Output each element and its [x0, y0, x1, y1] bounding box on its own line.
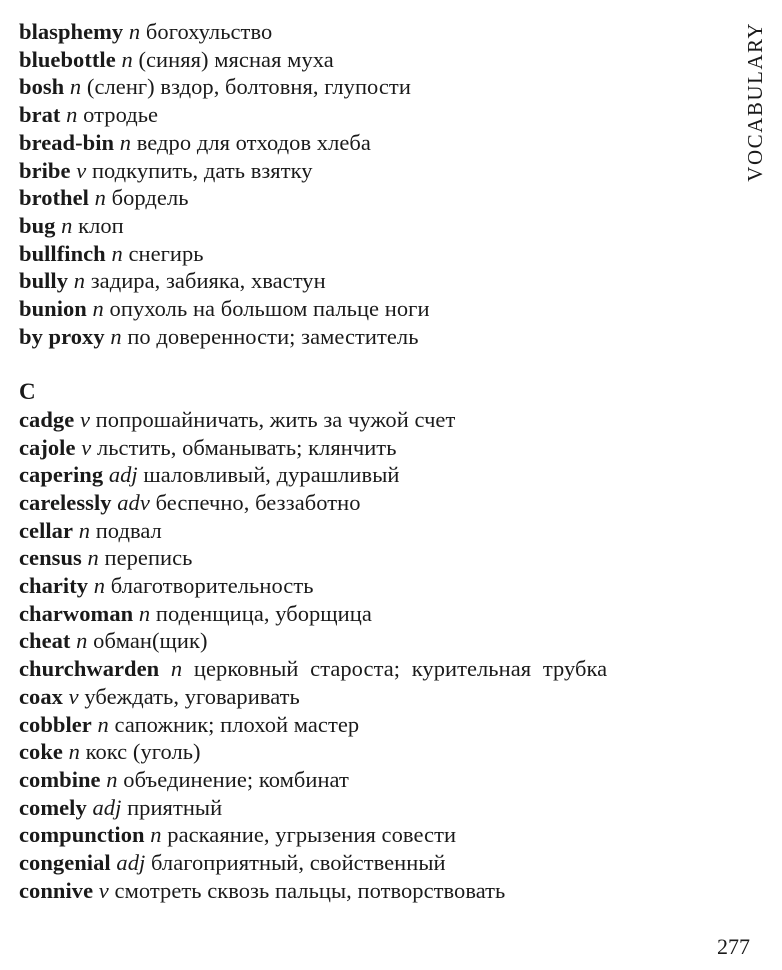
vocab-entry [19, 46, 709, 74]
part-of-speech: n [150, 822, 162, 848]
headword: coax [19, 683, 63, 709]
headword: census [19, 545, 82, 571]
vocab-entry [19, 18, 709, 46]
vocab-entry [19, 572, 709, 600]
headword: compunction [19, 822, 145, 848]
vocab-entry [19, 240, 709, 268]
part-of-speech: n [97, 711, 109, 737]
definition: ведро для отходов хлеба [136, 129, 371, 155]
definition: обман(щик) [93, 628, 208, 654]
vocab-entry [19, 683, 709, 711]
part-of-speech: n [138, 600, 151, 626]
section-spacer [19, 350, 709, 378]
headword: carelessly [19, 489, 112, 515]
part-of-speech: n [69, 74, 82, 100]
vocab-entry [19, 711, 709, 739]
definition: смотреть сквозь пальцы, потворствовать [114, 877, 506, 903]
definition: объединение; комбинат [123, 766, 349, 792]
definition: богохульство [145, 19, 273, 44]
definition: сапожник; плохой мастер [114, 711, 360, 737]
definition: бордель [111, 185, 189, 211]
vocab-entry [19, 461, 709, 489]
part-of-speech: v [79, 406, 90, 432]
definition: (синяя) мясная муха [138, 46, 334, 72]
definition: раскаяние, угрызения совести [167, 822, 457, 848]
vocab-entry [19, 406, 709, 434]
vocab-entry [19, 157, 709, 185]
vocab-entry [19, 655, 709, 683]
headword: bully [19, 268, 69, 294]
headword: by proxy [19, 323, 105, 349]
part-of-speech: adj [108, 462, 138, 488]
part-of-speech: n [92, 296, 104, 322]
headword: brat [19, 102, 61, 128]
definition: приятный [127, 794, 223, 820]
headword: cheat [19, 628, 71, 654]
vocab-entry [19, 212, 709, 240]
vocab-entry [19, 766, 709, 794]
part-of-speech: n [78, 517, 91, 543]
part-of-speech: n [111, 240, 123, 266]
headword: bluebottle [19, 46, 116, 72]
part-of-speech: n [170, 656, 183, 682]
part-of-speech: adj [116, 850, 146, 876]
part-of-speech: v [98, 877, 109, 903]
headword: bug [19, 212, 56, 238]
page-number: 277 [717, 934, 750, 959]
headword: bosh [19, 74, 65, 100]
definition: по доверенности; заместитель [127, 323, 419, 349]
headword: bullfinch [19, 240, 106, 266]
definition: опухоль на большом пальце ноги [109, 296, 430, 322]
headword: cellar [19, 517, 74, 543]
definition: задира, забияка, хвастун [90, 268, 326, 294]
part-of-speech: n [106, 766, 118, 792]
vocab-entry [19, 184, 709, 212]
part-of-speech: n [73, 268, 86, 294]
vocab-entry [19, 295, 709, 323]
definition: (сленг) вздор, болтовня, глупости [86, 74, 411, 100]
headword: bunion [19, 296, 87, 322]
definition: благоприятный, свойственный [150, 850, 446, 876]
definition: благотворительность [110, 573, 314, 599]
definition: поденщица, уборщица [155, 600, 372, 626]
headword: coke [19, 739, 63, 765]
headword: congenial [19, 850, 111, 876]
part-of-speech: n [66, 102, 78, 128]
definition: беспечно, беззаботно [155, 489, 361, 515]
part-of-speech: adj [92, 794, 122, 820]
headword: capering [19, 462, 104, 488]
part-of-speech: n [76, 628, 88, 654]
vocab-entry [19, 517, 709, 545]
definition: льстить, обманывать; клянчить [96, 434, 397, 460]
vocab-entry [19, 794, 709, 822]
definition: убеждать, уговаривать [84, 683, 300, 709]
headword: cobbler [19, 711, 92, 737]
vocab-entry [19, 489, 709, 517]
part-of-speech: n [68, 739, 80, 765]
headword: connive [19, 877, 94, 903]
vocab-entry [19, 101, 709, 129]
definition: отродье [83, 102, 159, 128]
vocabulary-list [19, 18, 709, 904]
vocab-entry [19, 627, 709, 655]
part-of-speech: n [110, 323, 122, 349]
headword: comely [19, 794, 87, 820]
section-letter: C [19, 379, 36, 405]
headword: cadge [19, 406, 75, 432]
vocab-entry [19, 849, 709, 877]
vocab-entry [19, 600, 709, 628]
part-of-speech: adv [117, 489, 150, 515]
definition: кокс (уголь) [85, 739, 201, 765]
section-b [19, 18, 709, 350]
definition: церковный староста; курительная трубка [193, 656, 608, 682]
vocab-entry [19, 738, 709, 766]
definition: подкупить, дать взятку [91, 157, 313, 183]
definition: клоп [78, 212, 124, 238]
part-of-speech: n [93, 573, 106, 599]
vocab-entry [19, 821, 709, 849]
vocab-entry [19, 544, 709, 572]
part-of-speech: v [68, 683, 79, 709]
part-of-speech: n [128, 19, 141, 44]
vocabulary-side-label: VOCABULARY [743, 22, 767, 182]
vocab-entry [19, 323, 709, 351]
headword: brothel [19, 185, 89, 211]
vocab-entry [19, 129, 709, 157]
part-of-speech: n [119, 129, 132, 155]
section-c [19, 378, 709, 904]
definition: подвал [95, 517, 162, 543]
headword: bread-bin [19, 129, 115, 155]
headword: charity [19, 573, 89, 599]
definition: шаловливый, дурашливый [143, 462, 400, 488]
vocab-entry [19, 434, 709, 462]
part-of-speech: v [81, 434, 92, 460]
headword: bribe [19, 157, 71, 183]
headword: charwoman [19, 600, 134, 626]
vocab-entry [19, 267, 709, 295]
vocab-entry [19, 877, 709, 905]
headword: cajole [19, 434, 76, 460]
part-of-speech: v [76, 157, 87, 183]
headword: combine [19, 766, 101, 792]
part-of-speech: n [121, 46, 133, 72]
definition: перепись [104, 545, 193, 571]
headword: churchwarden [19, 656, 160, 682]
part-of-speech: n [61, 212, 73, 238]
part-of-speech: n [87, 545, 99, 571]
definition: попрошайничать, жить за чужой счет [95, 406, 456, 432]
headword: blasphemy [19, 19, 124, 44]
vocab-entry [19, 73, 709, 101]
definition: снегирь [128, 240, 204, 266]
part-of-speech: n [94, 185, 106, 211]
